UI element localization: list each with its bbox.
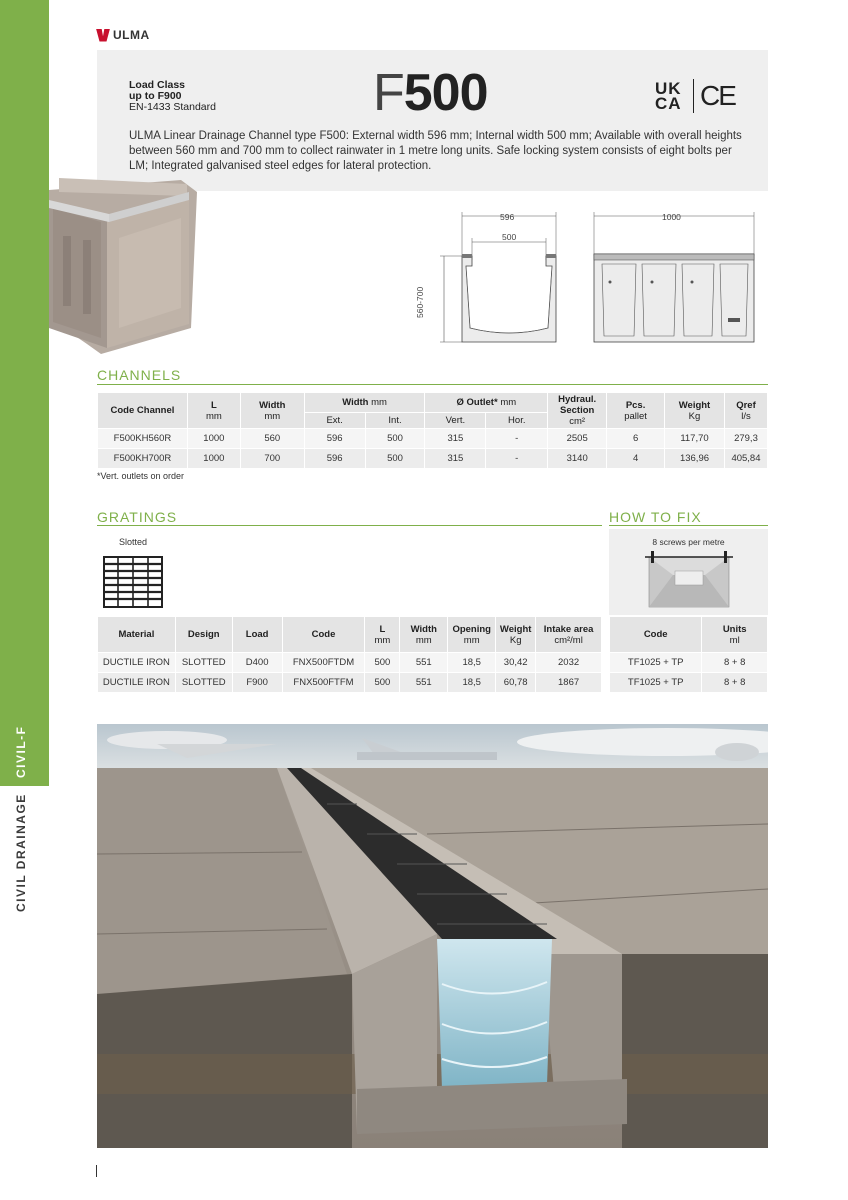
side-elevation-drawing bbox=[590, 208, 760, 348]
gratings-header-design: Design bbox=[175, 617, 232, 653]
gratings-header-intake: Intake area cm²/ml bbox=[536, 617, 602, 653]
gratings-header-l: L mm bbox=[365, 617, 400, 653]
slotted-grating-icon bbox=[103, 556, 163, 608]
side-length-label: 1000 bbox=[662, 212, 681, 222]
channels-header-l: L mm bbox=[187, 393, 240, 429]
certification-marks bbox=[655, 79, 735, 113]
marks-divider bbox=[693, 79, 694, 113]
page-marker bbox=[96, 1165, 97, 1177]
section-ext-width-label: 596 bbox=[500, 212, 515, 222]
table-row: DUCTILE IRON SLOTTED D400 FNX500FTDM 500 551 18,5 30,42 2032 bbox=[98, 653, 602, 673]
sidebar bbox=[0, 0, 49, 1200]
how-to-fix-section-title: HOW TO FIX bbox=[609, 509, 702, 525]
how-to-fix-section-rule bbox=[609, 525, 768, 526]
channels-header-int: Int. bbox=[365, 413, 425, 429]
airport-installation-photo bbox=[97, 724, 768, 1148]
how-to-fix-illustration-box bbox=[609, 529, 768, 615]
channels-header-width-group: Width mm bbox=[304, 393, 425, 413]
page-title bbox=[373, 63, 488, 123]
channels-footnote: *Vert. outlets on order bbox=[97, 471, 185, 481]
gratings-table bbox=[97, 616, 602, 693]
sidebar-accent-band bbox=[0, 0, 49, 786]
channels-header-vert: Vert. bbox=[425, 413, 486, 429]
table-row: DUCTILE IRON SLOTTED F900 FNX500FTFM 500 551 18,5 60,78 1867 bbox=[98, 673, 602, 693]
sidebar-section-code: CIVIL-F bbox=[14, 725, 28, 778]
gratings-section-rule bbox=[97, 525, 602, 526]
channels-section-rule bbox=[97, 384, 768, 385]
ce-mark-icon: CE bbox=[700, 80, 735, 111]
cross-section-drawing bbox=[428, 208, 578, 348]
fixing-detail-icon bbox=[645, 551, 733, 609]
gratings-header-width: Width mm bbox=[400, 617, 448, 653]
sidebar-section-name: CIVIL DRAINAGE bbox=[14, 793, 28, 912]
ukca-mark-icon: UK CA bbox=[655, 79, 682, 113]
fix-header-code: Code bbox=[610, 617, 702, 653]
gratings-header-material: Material bbox=[98, 617, 176, 653]
table-row: F500KH700R 1000 700 596 500 315 - 3140 4 136,96 405,84 bbox=[98, 449, 768, 469]
product-description: ULMA Linear Drainage Channel type F500: External width 596 mm; Internal width 500 mm; Available with overall heights between 560 mm and 700 mm to collect rainwater in 1 metre long units. Safe locking system consists of eight bolts per LM; Integrated galvanised steel edges for lateral protection. bbox=[129, 130, 742, 172]
fix-caption: 8 screws per metre bbox=[652, 537, 725, 547]
channels-header-width: Width mm bbox=[240, 393, 304, 429]
gratings-header-weight: Weight Kg bbox=[496, 617, 536, 653]
gratings-header-opening: Opening mm bbox=[448, 617, 496, 653]
standard-label: EN-1433 Standard bbox=[129, 101, 216, 113]
channels-header-ext: Ext. bbox=[304, 413, 365, 429]
brand-logo-text: ULMA bbox=[113, 28, 150, 42]
title-number: 500 bbox=[403, 64, 488, 122]
table-row: TF1025 + TP 8 + 8 bbox=[610, 673, 768, 693]
channels-header-hor: Hor. bbox=[486, 413, 548, 429]
fix-header-units: Units ml bbox=[702, 617, 768, 653]
load-class-block bbox=[129, 80, 216, 113]
channels-header-pcs: Pcs. pallet bbox=[607, 393, 665, 429]
gratings-header-load: Load bbox=[232, 617, 282, 653]
brand-logo bbox=[96, 28, 150, 42]
table-row: TF1025 + TP 8 + 8 bbox=[610, 653, 768, 673]
how-to-fix-table bbox=[609, 616, 768, 693]
channels-header-code: Code Channel bbox=[98, 393, 188, 429]
section-int-width-label: 500 bbox=[502, 232, 517, 242]
gratings-section-title: GRATINGS bbox=[97, 509, 178, 525]
ulma-logo-icon bbox=[96, 29, 110, 42]
load-class-label: Load Class bbox=[129, 79, 186, 91]
channels-table bbox=[97, 392, 768, 469]
channels-header-outlet: Ø Outlet* mm bbox=[425, 393, 548, 413]
title-prefix: F bbox=[373, 64, 404, 122]
table-row: F500KH560R 1000 560 596 500 315 - 2505 6 117,70 279,3 bbox=[98, 429, 768, 449]
gratings-header-code: Code bbox=[282, 617, 365, 653]
channels-header-qref: Qref l/s bbox=[724, 393, 767, 429]
grating-type-label: Slotted bbox=[119, 537, 148, 547]
product-header bbox=[97, 50, 768, 191]
section-height-label: 560-700 bbox=[415, 286, 425, 318]
channel-product-photo bbox=[49, 178, 197, 354]
channels-section-title: CHANNELS bbox=[97, 367, 182, 383]
load-class-value: up to F900 bbox=[129, 90, 182, 102]
channels-header-weight: Weight Kg bbox=[665, 393, 725, 429]
channels-header-hydraul: Hydraul. Section cm² bbox=[548, 393, 607, 429]
